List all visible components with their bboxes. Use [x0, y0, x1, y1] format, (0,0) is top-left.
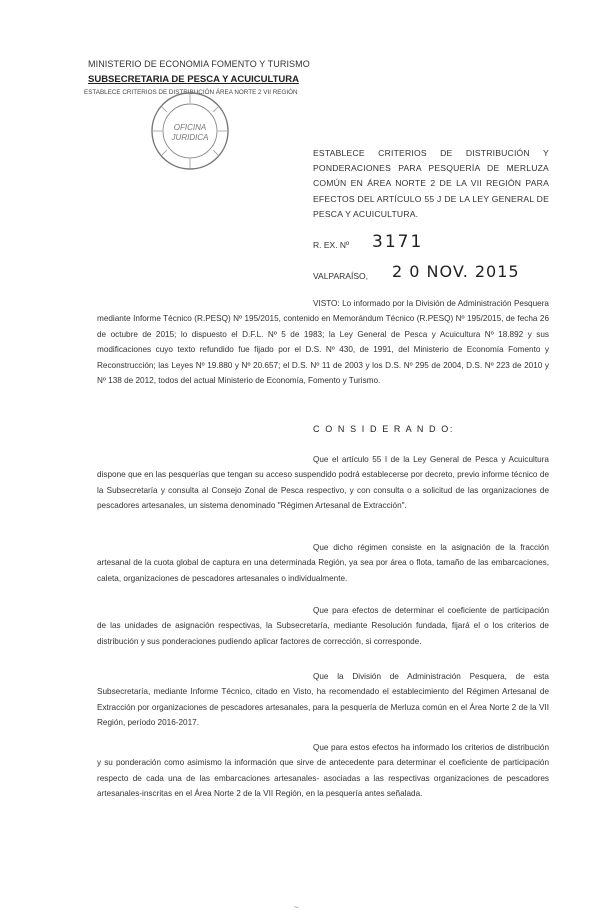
considerando-1: Que el artículo 55 I de la Ley General de Pesca y Acuicultura dispone que en las pesquerías que tengan su acceso suspendido podrá establecerse por decreto, previo informe técnico de la Subsecretaría y consulta al Consejo Zonal de Pesca respectivo, y con consulta o a solicitud de las organizaciones de pescadores artesanales, un sistema denominado "Régimen Artesanal de Extracción". — [97, 455, 549, 511]
considerando-4: Que la División de Administración Pesquera, de esta Subsecretaría, mediante Informe Técnico, citado en Visto, ha recomendado el establecimiento del Régimen Artesanal de Extracción por organizaciones de pescadores artesanales, para la pesquería de Merluza común en el Área Norte 2 de la VII Región, período 2016-2017. — [97, 672, 549, 728]
ministry-name: MINISTERIO DE ECONOMIA FOMENTO Y TURISMO — [88, 59, 310, 69]
considerando-heading: C O N S I D E R A N D O: — [313, 424, 454, 434]
place-label: VALPARAÍSO, — [313, 271, 368, 281]
subsecretaria-name: SUBSECRETARIA DE PESCA Y ACUICULTURA — [88, 74, 299, 85]
footer-mark: ~ — [294, 903, 299, 912]
office-stamp-icon — [149, 90, 231, 172]
considerando-3: Que para efectos de determinar el coeficiente de participación de las unidades de asignación respectivas, la Subsecretaría, mediante Resolución fundada, fijará el o los criterios de distribución y sus ponderaciones pudiendo aplicar factores de corrección, si corresponde. — [97, 606, 549, 646]
rex-number: 3171 — [372, 232, 424, 252]
resolution-subject: ESTABLECE CRITERIOS DE DISTRIBUCIÓN Y PONDERACIONES PARA PESQUERÍA DE MERLUZA COMÚN EN ÁREA NORTE 2 DE LA VII REGIÓN PARA EFECTOS DEL ARTÍCULO 55 J DE LA LEY GENERAL DE PESCA Y ACUICULTURA. — [313, 148, 549, 219]
considerando-2: Que dicho régimen consiste en la asignación de la fracción artesanal de la cuota global de captura en una determinada Región, ya sea por área o flota, tamaño de las embarcaciones, caleta, organizaciones de pescadores artesanales o individualmente. — [97, 543, 549, 583]
stamp-text-2: JURIDICA — [171, 133, 209, 142]
rex-label: R. EX. Nº — [313, 240, 350, 250]
stamp-text-1: OFICINA — [173, 123, 207, 132]
considerando-5: Que para estos efectos ha informado los criterios de distribución y su ponderación como asimismo la información que sirve de antecedente para determinar el coeficiente de participación respecto de cada una de las embarcaciones artesanales- asociadas a las respectivas organizaciones de pescadores artesanales-inscritas en el Área Norte 2 de la VII Región, en la pesquería antes señalada. — [97, 743, 549, 799]
resolution-date: 2 0 NOV. 2015 — [392, 262, 520, 281]
running-title: ESTABLECE CRITERIOS DE DISTRIBUCIÓN ÁREA NORTE 2 VII REGIÓN — [84, 89, 298, 96]
visto-paragraph: VISTO: Lo informado por la División de Administración Pesquera mediante Informe Técnico (R.PESQ) Nº 195/2015, contenido en Memorándum Técnico (R.PESQ) Nº 195/2015, de fecha 26 de octubre de 2015; lo dispuesto el D.F.L. Nº 5 de 1983; la Ley General de Pesca y Acuicultura Nº 18.892 y sus modificaciones cuyo texto refundido fue fijado por el D.S. Nº 430, de 1991, del Ministerio de Economía Fomento y Reconstrucción; las Leyes Nº 19.880 y Nº 20.657; el D.S. Nº 11 de 2003 y los D.S. Nº 295 de 2004, D.S. Nº 223 de 2010 y Nº 138 de 2012, todos del actual Ministerio de Economía, Fomento y Turismo. — [97, 299, 549, 386]
